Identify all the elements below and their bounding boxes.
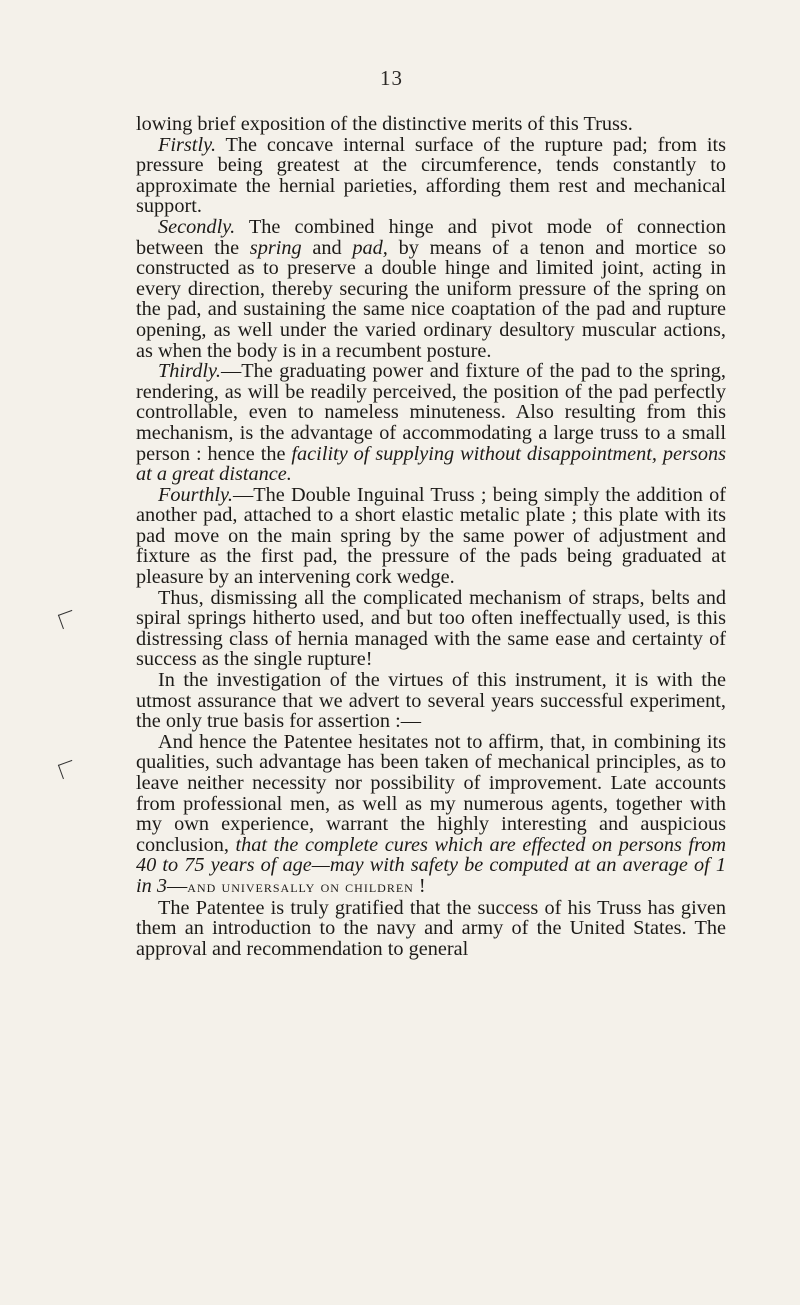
page-number: 13 [380,66,403,90]
paragraph-firstly [136,135,726,217]
thirdly-text: —The graduating power and fixture of the pad to the spring, rendering, as will be readily perceived, the position of the pad perfectly controllable, even to nameless minuteness. Also resulting from this mechanism, is the advantage of accommodating a large truss to a small person : hence the [136,360,726,465]
hence-children: and universally on children [187,876,414,896]
paragraph-thus [136,588,726,670]
paragraph-thirdly [136,361,726,485]
secondly-text-b: and [301,236,353,259]
secondly-text-c: by means of a tenon and mortice so constructed as to preserve a double hinge and limited joint, acting in every direction, thereby securing the uniform pressure of the spring on the pad, and sustaining the same nice coaptation of the pad and rupture opening, as well under the varied ordinary desultory muscular actions, as when the body is in a recumbent posture. [136,236,726,362]
firstly-text: The concave internal surface of the rupture pad; from its pressure being greatest at the circumference, tends constantly to approximate the hernial parieties, affording them rest and mechanical support. [136,133,726,218]
thirdly-heading: Thirdly. [158,360,221,383]
fourthly-heading: Fourthly. [158,483,233,506]
thirdly-facility: facility of supplying without disappointment, persons at a great distance. [136,442,726,486]
secondly-pad: pad, [352,236,388,259]
margin-mark [58,760,77,779]
secondly-heading: Secondly. [158,215,236,238]
paragraph-hence [136,732,726,898]
margin-mark [58,610,77,629]
paragraph-secondly [136,217,726,361]
paragraph-intro [136,114,726,135]
paragraph-investigation [136,670,726,732]
investigation-text: In the investigation of the virtues of this instrument, it is with the utmost assurance that we advert to several years successful experiment, the only true basis for assertion :— [136,669,726,733]
fourthly-text: —The Double Inguinal Truss ; being simply the addition of another pad, attached to a short elastic metalic plate ; this plate with its pad move on the main spring by the same power of adjustment and fixture as the first pad, the pressure of the pads being graduated at pleasure by an intervening cork wedge. [136,483,726,589]
body-text [136,114,726,959]
hence-dash: — [167,874,188,897]
paragraph-fourthly [136,485,726,588]
paragraph-patentee [136,898,726,960]
secondly-spring: spring [249,236,302,259]
patentee-text: The Patentee is truly gratified that the success of his Truss has given them an introduction to the navy and army of the United States. The approval and recommendation to general [136,896,726,960]
firstly-heading: Firstly. [158,133,217,156]
secondly-text-a: The combined hinge and pivot mode of connection between the [136,215,726,259]
intro-text: lowing brief exposition of the distinctive merits of this Truss. [136,113,633,135]
hence-text: And hence the Patentee hesitates not to affirm, that, in combining its qualities, such advantage has been taken of mechanical principles, as to leave neither necessity nor possibility of improvement. Late accounts from professional men, as well as my numerous agents, together with my own experience, warrant the highly interesting and auspicious conclusion, [136,730,726,856]
thus-text: Thus, dismissing all the complicated mechanism of straps, belts and spiral springs hitherto used, and but too often ineffectually used, is this distressing class of hernia managed with the same ease and certainty of success as the single rupture! [136,586,726,671]
hence-end: ! [413,874,426,897]
hence-cures: that the complete cures which are effected on persons from 40 to 75 years of age—may with safety be computed at an average of 1 in 3 [136,833,726,897]
